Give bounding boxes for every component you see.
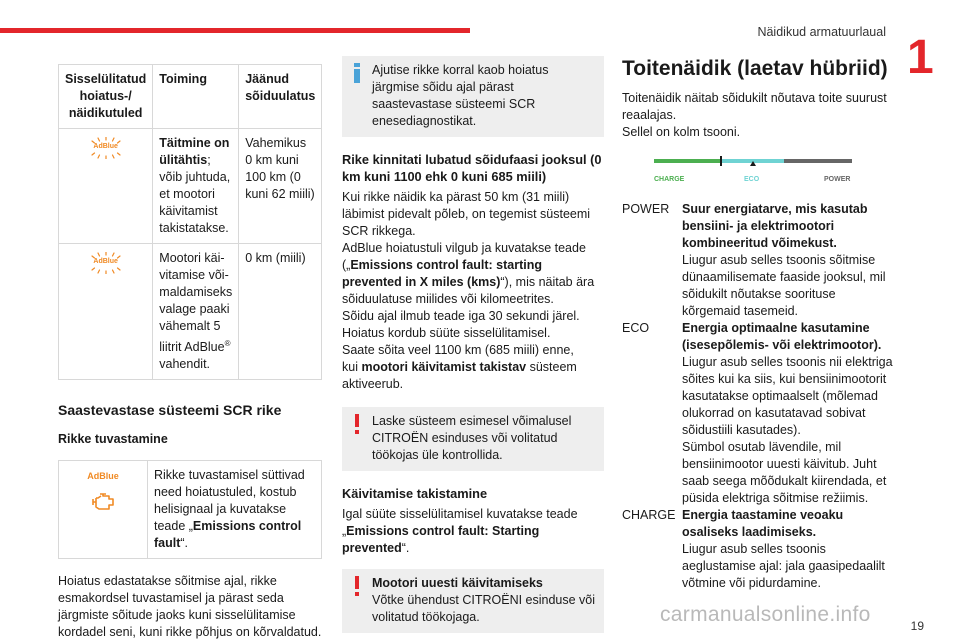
adblue-warning-icon: [89, 137, 123, 159]
header-remaining-range: Jäänud sõiduulatus: [239, 65, 322, 129]
gauge-label-charge: CHARGE: [654, 176, 685, 183]
header-action: Toiming: [153, 65, 239, 129]
gauge-label-eco: ECO: [744, 176, 760, 183]
confirmed-paragraph: Sõidu ajal ilmub teade iga 30 sekundi järel.: [342, 309, 580, 323]
definition-body: [682, 320, 894, 507]
table-row: [59, 461, 322, 559]
detection-message: Emissions control fault: [154, 519, 302, 551]
fault-detection-title: Rikke tuvastamine: [58, 432, 168, 447]
confirmed-text: AdBlue hoiatustuli vilgub ja kuvatakse teade („: [342, 241, 586, 272]
confirmed-paragraph: [342, 240, 604, 308]
adblue-text-icon: AdBlue: [87, 471, 119, 482]
page-header-title: Näidikud armatuurlaual: [757, 25, 886, 39]
detection-text-cell: [148, 461, 322, 559]
adblue-warning-icon: [89, 252, 123, 274]
icon-cell: [59, 129, 153, 244]
definition-eco: [622, 320, 894, 507]
warning-note-text: Laske süsteem esimesel võimalusel CITROËN esinduses või volitatud töökojas üle kontrollida.: [372, 414, 572, 462]
prevent-text-end: “.: [401, 541, 410, 555]
confirmed-paragraph: Saate sõita veel 1100 km (685 miili) enne,: [342, 343, 574, 357]
intro-paragraph: Toitenäidik näitab sõidukilt nõutava toite suurust reaalajas.: [622, 91, 887, 122]
header-accent-bar: [0, 28, 470, 33]
confirmed-bold: mootori käivitamist takistav: [361, 360, 527, 374]
column-middle: [342, 56, 604, 633]
warning-note: [342, 407, 604, 471]
confirmed-paragraph: Hoiatus kordub süüte sisselülitamisel.: [342, 326, 551, 340]
start-prevented-body: [342, 506, 604, 557]
definition-text: Liugur asub selles tsoonis nii elektriga sõites kui ka siis, kui bensiinimootorit kasutatakse optimaalselt (mõlemad olukorrad on kasutatavad sobivat sõidustiili kasutades).: [682, 355, 893, 437]
definition-term: ECO: [622, 321, 650, 335]
chapter-number: 1: [907, 31, 934, 84]
definition-power: [622, 201, 894, 320]
definition-bold: Energia optimaalne kasutamine (isesepõlemis- või elektrimootor).: [682, 321, 882, 352]
detection-text: Rikke tuvastamisel süttivad need hoiatustuled, kostub helisignaal ja kuvatakse teade „: [154, 468, 305, 534]
info-icon: [351, 63, 363, 83]
header-lit-lights: Sisselülitatud hoiatus-/ näidikutuled: [59, 65, 153, 129]
definition-term: POWER: [622, 202, 670, 216]
confirmed-text: “), mis näitab ära sõiduulatuse miilides või kilomeetrites.: [342, 275, 595, 306]
warning-repeat-paragraph: Hoiatus edastatakse sõitmise ajal, rikke esmakordsel tuvastamisel ja pärast seda järgmiste sõitude jaoks kuni sisselülitamise kordadel seni, kuni rikke põhjus on kõrvaldatud.: [58, 574, 322, 640]
page-number: 19: [910, 619, 924, 633]
column-right: [622, 56, 894, 592]
column-left: [58, 64, 322, 641]
start-prevented-title: Käivitamise takistamine: [342, 486, 488, 501]
definition-bold: Energia taastamine veoaku osaliseks laadimiseks.: [682, 508, 844, 539]
fault-confirmed-title: Rike kinnitati lubatud sõidufaasi jooksul (0 km kuni 1100 ehk 0 kuni 685 miili): [342, 152, 602, 184]
action-text: Mootori käi-vitamise või-maldamiseks valage paaki vähemalt 5 liitrit AdBlue: [159, 251, 233, 355]
definition-body: [682, 507, 894, 592]
definition-charge: [622, 507, 894, 592]
icon-cell: [59, 461, 148, 559]
power-zone: [784, 159, 852, 163]
registered-mark: ®: [224, 339, 231, 348]
prevent-text: Igal süüte sisselülitamisel kuvatakse teade „: [342, 507, 578, 538]
restart-text: Võtke ühendust CITROËNI esinduse või volitatud töökojaga.: [372, 593, 596, 624]
action-bold: Täitmine on ülitähtis: [159, 136, 230, 167]
gauge-label-power: POWER: [824, 176, 851, 183]
warning-lights-table: [58, 64, 322, 380]
prevent-message: Emissions control fault: Starting prevented: [342, 524, 540, 555]
info-note-text: Ajutise rikke korral kaob hoiatus järgmise sõidu ajal pärast saastevastase süsteemi SCR enesediagnostikat.: [372, 63, 549, 128]
confirmed-paragraph: Kui rikke näidik ka pärast 50 km (31 miili) läbimist pidevalt põleb, on tegemist süsteemi SCR rikkega.: [342, 190, 591, 238]
intro-paragraph: Sellel on kolm tsooni.: [622, 125, 741, 139]
scr-section-title: Saastevastase süsteemi SCR rike: [58, 402, 282, 419]
table-row: [59, 244, 322, 380]
charge-zone: [654, 159, 722, 163]
watermark: carmanualsonline.info: [660, 603, 871, 626]
detection-text-end: “.: [180, 536, 189, 551]
gauge-needle: [720, 156, 722, 166]
definition-bold: Suur energiatarve, mis kasutab bensiini- ja elektrimootori kombineeritud võimekust.: [682, 202, 868, 250]
table-header-row: [59, 65, 322, 129]
table-row: [59, 129, 322, 244]
exclamation-icon: [351, 414, 363, 434]
adblue-icon-label: AdBlue: [93, 258, 118, 265]
zone-definitions: [622, 201, 894, 592]
power-meter-title: Toitenäidik (laetav hübriid): [622, 57, 888, 80]
definition-text: Sümbol osutab lävendile, mil bensiinimootor uuesti käivitub. Juht saab seega mõõdukalt kiirendada, et püsida elektriga sõitmise režiimis.: [682, 440, 887, 505]
action-cell: [153, 129, 239, 244]
range-cell: 0 km (miili): [239, 244, 322, 380]
exclamation-icon: [351, 576, 363, 596]
power-meter-intro: [622, 90, 894, 141]
adblue-icon-label: AdBlue: [93, 143, 118, 150]
definition-text: Liugur asub selles tsoonis aeglustamise ajal: jala gaasipedaalilt võtmine või pidurdamine.: [682, 542, 885, 590]
definition-term: CHARGE: [622, 508, 676, 522]
confirmed-paragraph: [342, 359, 604, 393]
confirmed-message: Emissions control fault: starting prevented in X miles (kms): [342, 258, 543, 289]
engine-warning-icon: [65, 493, 141, 516]
power-meter-gauge: [622, 155, 894, 185]
info-note: [342, 56, 604, 137]
restart-warning-note: [342, 569, 604, 633]
fault-detection-table: [58, 460, 322, 559]
range-cell: Vahemikus 0 km kuni 100 km (0 kuni 62 miili): [239, 129, 322, 244]
fault-confirmed-body: [342, 189, 604, 393]
definition-body: [682, 201, 894, 320]
confirmed-text: süsteem aktiveerub.: [342, 360, 577, 391]
icon-cell: [59, 244, 153, 380]
confirmed-text: kui: [342, 360, 362, 374]
action-text: ; võib juhtuda, et mootori käivitamist takistatakse.: [159, 153, 231, 235]
restart-title: Mootori uuesti käivitamiseks: [372, 576, 543, 590]
action-cell: [153, 244, 239, 380]
definition-text: Liugur asub selles tsoonis sõitmise dünaamilisemate faaside jooksul, mil sõidukilt nõutakse soorituse kõrgemaid tasemeid.: [682, 253, 886, 318]
action-tail: vahendit.: [159, 357, 211, 372]
